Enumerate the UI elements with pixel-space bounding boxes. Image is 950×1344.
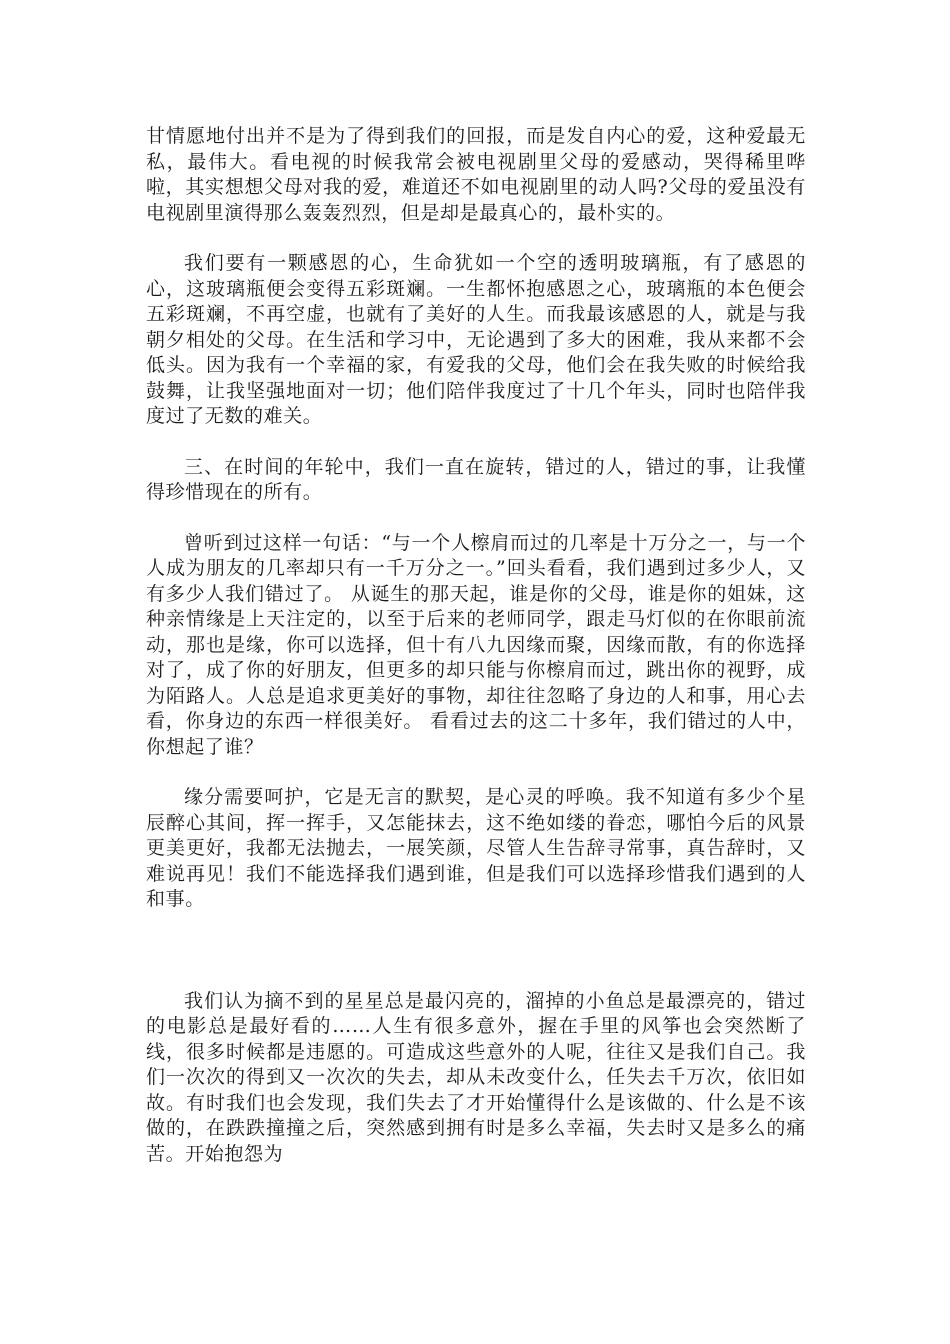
paragraph-unreachable-stars: 我们认为摘不到的星星总是最闪亮的，溜掉的小鱼总是最漂亮的，错过的电影总是最好看的……人生有很多意外，握在手里的风筝也会突然断了线，很多时候都是违愿的。可造成这些意外的人呢，往往又是我们自己。我们一次次的得到又一次次的失去，却从未改变什么，任失去千万次，依旧如故。有时我们也会发现，我们失去了才开始懂得什么是该做的、什么是不该做的，在跌跌撞撞之后，突然感到拥有时是多么幸福，失去时又是多么的痛苦。开始抱怨为 [146,989,806,1165]
paragraph-grateful-heart: 我们要有一颗感恩的心，生命犹如一个空的透明玻璃瓶，有了感恩的心，这玻璃瓶便会变得五彩斑斓。一生都怀抱感恩之心，玻璃瓶的本色便会五彩斑斓，不再空虚，也就有了美好的人生。而我最该感恩的人，就是与我朝夕相处的父母。在生活和学习中，无论遇到了多大的困难，我从来都不会低头。因为我有一个幸福的家，有爱我的父母，他们会在我失败的时候给我鼓舞，让我坚强地面对一切；他们陪伴我度过了十几个年头，同时也陪伴我度过了无数的难关。 [146,252,806,427]
paragraph-section-three: 三、在时间的年轮中，我们一直在旋转，错过的人，错过的事，让我懂得珍惜现在的所有。 [146,455,806,503]
paragraph-missed-people: 曾听到过这样一句话：“与一个人檫肩而过的几率是十万分之一，与一个人成为朋友的几率却只有一千万分之一。”回头看看，我们遇到过多少人，又有多少人我们错过了。 从诞生的那天起，谁是你的父母，谁是你的姐妹，这种亲情缘是上天注定的，以至于后来的老师同学，跟走马灯似的在你眼前流动，那也是缘，你可以选择，但十有八九因缘而聚，因缘而散，有的你选择对了，成了你的好朋友，但更多的却只能与你檫肩而过，跳出你的视野，成为陌路人。人总是追求更美好的事物，却往往忽略了身边的人和事，用心去看，你身边的东西一样很美好。 看看过去的这二十多年，我们错过的人中，你想起了谁？ [146,531,806,758]
paragraph-continuation: 甘情愿地付出并不是为了得到我们的回报，而是发自内心的爱，这种爱最无私，最伟大。看电视的时候我常会被电视剧里父母的爱感动，哭得稀里哗啦，其实想想父母对我的爱，难道还不如电视剧里的动人吗?父母的爱虽没有电视剧里演得那么轰轰烈烈，但是却是最真心的，最朴实的。 [146,125,806,224]
document-page [146,124,806,1192]
paragraph-cherish-fate: 缘分需要呵护，它是无言的默契，是心灵的呼唤。我不知道有多少个星辰醉心其间，挥一挥手，又怎能抹去，这不绝如缕的眷恋，哪怕今后的风景更美更好，我都无法抛去，一展笑颜，尽管人生告辞寻常事，真告辞时，又难说再见！我们不能选择我们遇到谁，但是我们可以选择珍惜我们遇到的人和事。 [146,786,806,910]
